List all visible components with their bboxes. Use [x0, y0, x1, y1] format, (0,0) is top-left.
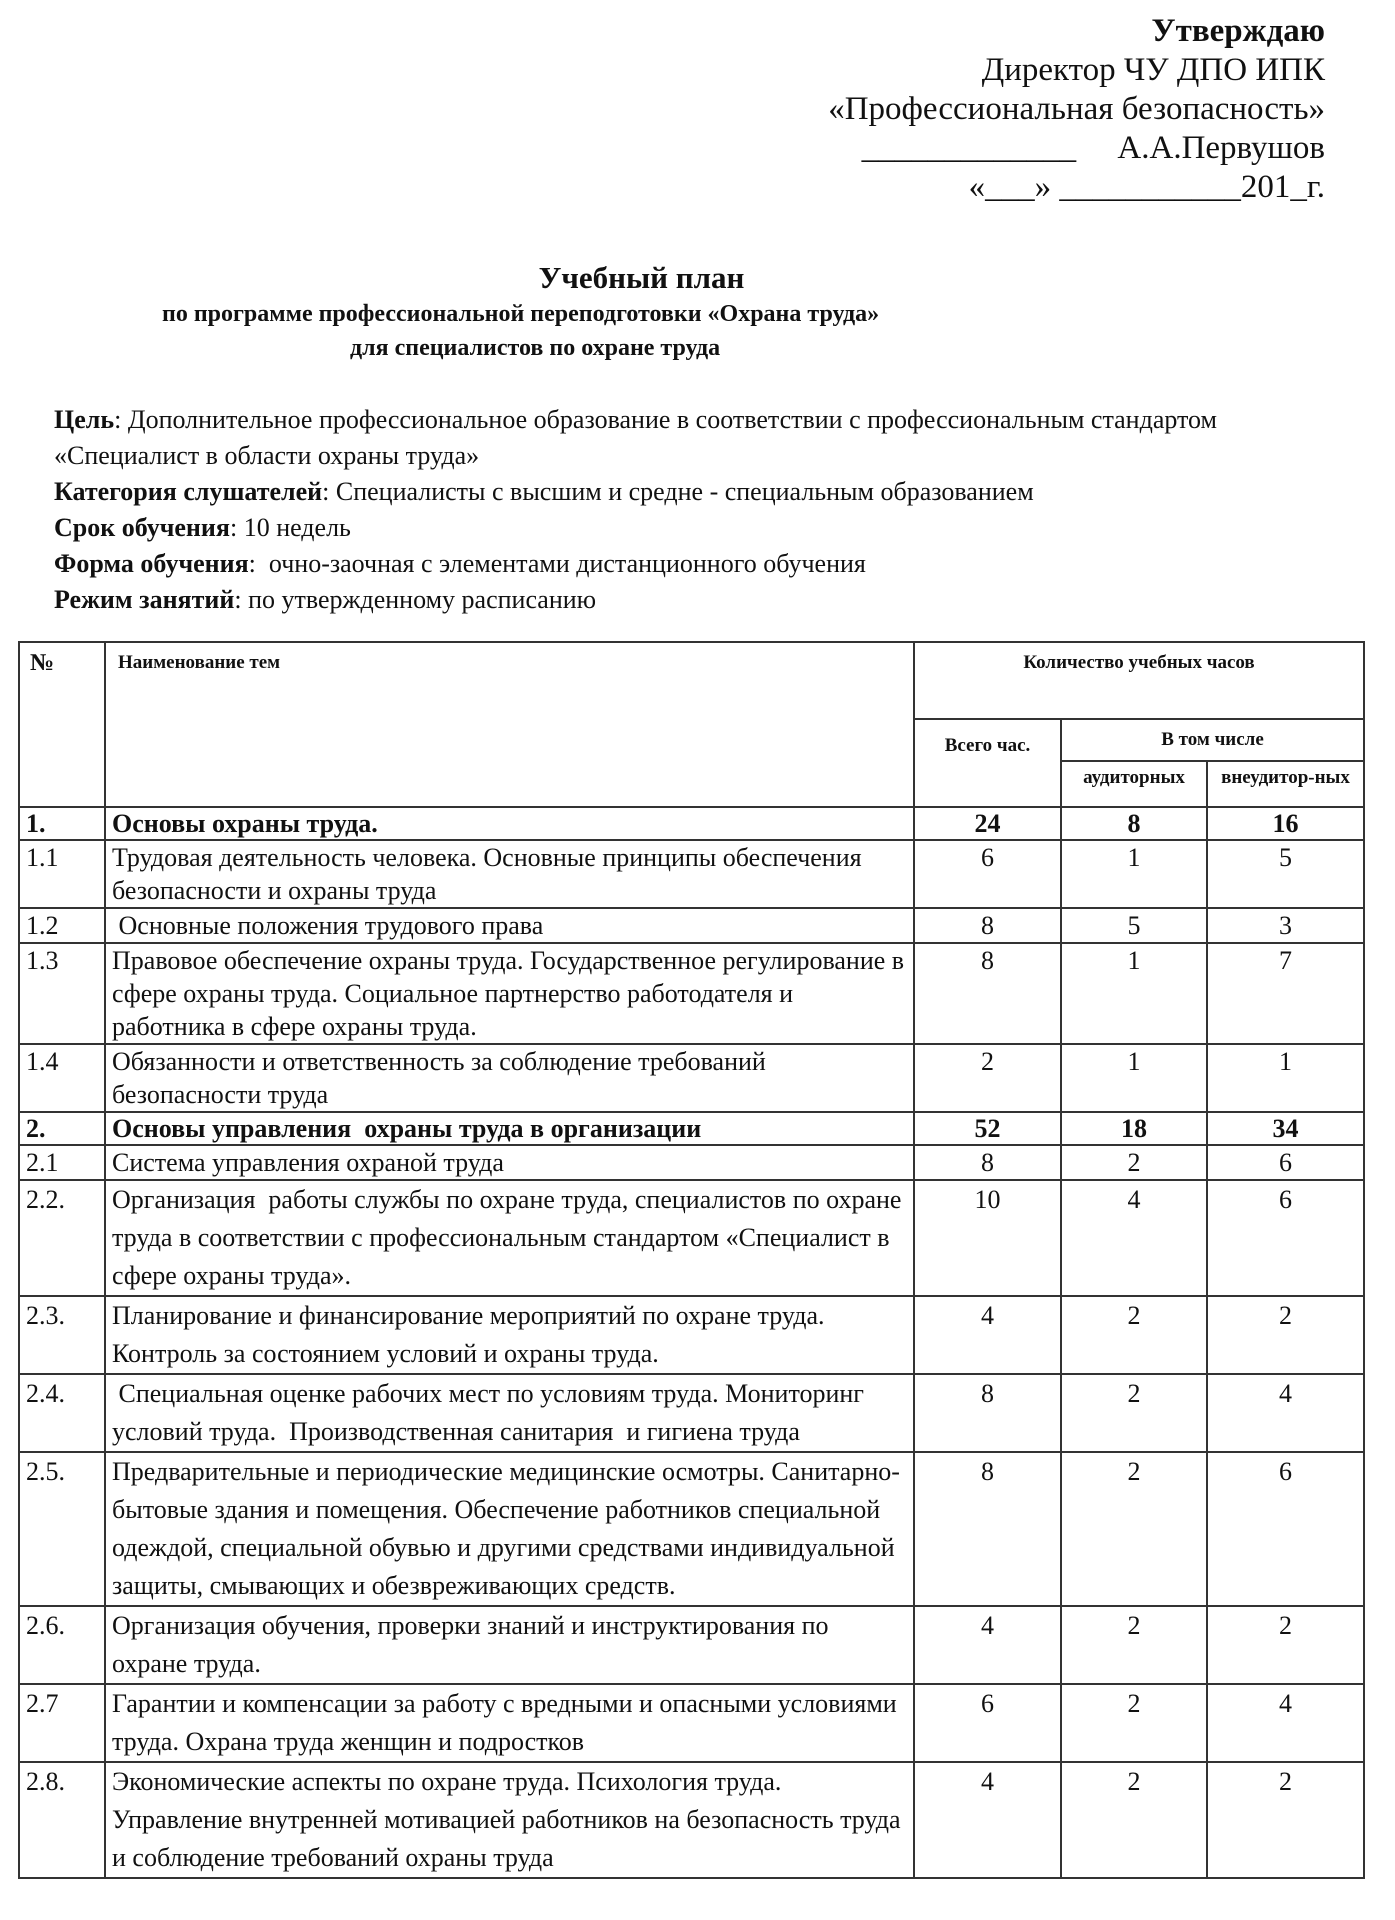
row-total-hours: 8 — [914, 908, 1061, 943]
row-total-hours: 4 — [914, 1606, 1061, 1684]
row-extracurricular-hours: 1 — [1207, 1044, 1364, 1112]
row-classroom-hours: 2 — [1061, 1374, 1207, 1452]
row-topic-name: Гарантии и компенсации за работу с вредными и опасными условиями труда. Охрана труда женщин и подростков — [105, 1684, 914, 1762]
approval-heading: Утверждаю — [1151, 13, 1325, 49]
row-topic-name: Организация обучения, проверки знаний и инструктирования по охране труда. — [105, 1606, 914, 1684]
info-category — [54, 474, 1354, 510]
header-hours: Количество учебных часов — [914, 642, 1364, 719]
table-row — [19, 1374, 1364, 1452]
table-row — [19, 1044, 1364, 1112]
row-classroom-hours: 2 — [1061, 1762, 1207, 1878]
row-topic-name: Основные положения трудового права — [105, 908, 914, 943]
row-classroom-hours: 4 — [1061, 1180, 1207, 1296]
info-category-value: : Специалисты с высшим и средне - специальным образованием — [322, 477, 1034, 506]
row-topic-name: Предварительные и периодические медицинские осмотры. Санитарно-бытовые здания и помещения. Обеспечение работников специальной одеждой, специальной обувью и другими средствами индивидуальной защиты, смывающих и обезвреживающих средств. — [105, 1452, 914, 1606]
row-topic-name: Специальная оценке рабочих мест по условиям труда. Мониторинг условий труда. Производственная санитария и гигиена труда — [105, 1374, 914, 1452]
row-topic-name: Система управления охраной труда — [105, 1145, 914, 1180]
row-number: 2.2. — [19, 1180, 105, 1296]
row-topic-name: Трудовая деятельность человека. Основные принципы обеспечения безопасности и охраны труда — [105, 840, 914, 908]
row-classroom-hours: 1 — [1061, 1044, 1207, 1112]
program-info — [54, 402, 1354, 618]
row-classroom-hours: 2 — [1061, 1684, 1207, 1762]
table-row — [19, 1180, 1364, 1296]
info-form — [54, 546, 1354, 582]
document-title-block — [0, 258, 1395, 361]
row-total-hours: 10 — [914, 1180, 1061, 1296]
approval-block — [828, 12, 1325, 207]
info-goal-value: : Дополнительное профессиональное образование в соответствии с профессиональным стандартом «Специалист в области охраны труда» — [54, 405, 1218, 470]
row-topic-name: Основы управления охраны труда в организации — [105, 1112, 914, 1145]
row-classroom-hours: 2 — [1061, 1606, 1207, 1684]
row-extracurricular-hours: 16 — [1207, 807, 1364, 840]
row-topic-name: Организация работы службы по охране труда, специалистов по охране труда в соответствии с профессиональным стандартом «Специалист в сфере охраны труда». — [105, 1180, 914, 1296]
header-total-hours: Всего час. — [914, 719, 1061, 807]
header-classroom: аудиторных — [1061, 761, 1207, 807]
row-total-hours: 8 — [914, 1374, 1061, 1452]
row-number: 2.4. — [19, 1374, 105, 1452]
row-classroom-hours: 1 — [1061, 943, 1207, 1044]
row-number: 1.2 — [19, 908, 105, 943]
row-extracurricular-hours: 7 — [1207, 943, 1364, 1044]
info-mode-label: Режим занятий — [54, 585, 235, 614]
row-classroom-hours: 2 — [1061, 1452, 1207, 1606]
row-number: 1.4 — [19, 1044, 105, 1112]
table-row — [19, 908, 1364, 943]
row-extracurricular-hours: 5 — [1207, 840, 1364, 908]
row-total-hours: 24 — [914, 807, 1061, 840]
info-goal-label: Цель — [54, 405, 115, 434]
table-row — [19, 1762, 1364, 1878]
row-extracurricular-hours: 6 — [1207, 1180, 1364, 1296]
row-extracurricular-hours: 6 — [1207, 1145, 1364, 1180]
row-extracurricular-hours: 4 — [1207, 1374, 1364, 1452]
row-classroom-hours: 2 — [1061, 1296, 1207, 1374]
approval-date: «___» ___________201_г. — [968, 169, 1325, 205]
table-section-row — [19, 807, 1364, 840]
row-classroom-hours: 18 — [1061, 1112, 1207, 1145]
header-including: В том числе — [1061, 719, 1364, 761]
row-classroom-hours: 1 — [1061, 840, 1207, 908]
row-extracurricular-hours: 6 — [1207, 1452, 1364, 1606]
row-classroom-hours: 5 — [1061, 908, 1207, 943]
row-number: 2.7 — [19, 1684, 105, 1762]
document-title: Учебный план — [538, 260, 745, 295]
row-extracurricular-hours: 3 — [1207, 908, 1364, 943]
row-classroom-hours: 2 — [1061, 1145, 1207, 1180]
row-total-hours: 4 — [914, 1762, 1061, 1878]
row-classroom-hours: 8 — [1061, 807, 1207, 840]
table-row — [19, 1606, 1364, 1684]
table-row — [19, 1684, 1364, 1762]
row-number: 2.1 — [19, 1145, 105, 1180]
info-goal — [54, 402, 1354, 474]
approval-organization: «Профессиональная безопасность» — [828, 91, 1325, 127]
table-row — [19, 1296, 1364, 1374]
info-category-label: Категория слушателей — [54, 477, 323, 506]
row-extracurricular-hours: 34 — [1207, 1112, 1364, 1145]
info-duration-value: : 10 недель — [229, 513, 351, 542]
approval-signature: _____________ А.А.Первушов — [861, 130, 1325, 166]
row-total-hours: 2 — [914, 1044, 1061, 1112]
approval-position: Директор ЧУ ДПО ИПК — [981, 52, 1325, 88]
row-number: 1.3 — [19, 943, 105, 1044]
row-topic-name: Планирование и финансирование мероприятий по охране труда. Контроль за состоянием условий и охраны труда. — [105, 1296, 914, 1374]
row-number: 2.8. — [19, 1762, 105, 1878]
row-number: 2.6. — [19, 1606, 105, 1684]
row-topic-name: Обязанности и ответственность за соблюдение требований безопасности труда — [105, 1044, 914, 1112]
row-extracurricular-hours: 2 — [1207, 1762, 1364, 1878]
table-row — [19, 1145, 1364, 1180]
info-duration — [54, 510, 1354, 546]
table-row — [19, 840, 1364, 908]
document-subtitle-audience: для специалистов по охране труда — [350, 335, 721, 361]
row-total-hours: 6 — [914, 840, 1061, 908]
info-form-value: : очно-заочная с элементами дистанционного обучения — [248, 549, 866, 578]
row-topic-name: Основы охраны труда. — [105, 807, 914, 840]
row-number: 1.1 — [19, 840, 105, 908]
header-number: № — [19, 642, 105, 807]
info-mode — [54, 582, 1354, 618]
row-extracurricular-hours: 4 — [1207, 1684, 1364, 1762]
row-number: 1. — [19, 807, 105, 840]
row-number: 2. — [19, 1112, 105, 1145]
row-total-hours: 4 — [914, 1296, 1061, 1374]
row-total-hours: 52 — [914, 1112, 1061, 1145]
row-number: 2.5. — [19, 1452, 105, 1606]
row-topic-name: Экономические аспекты по охране труда. Психология труда. Управление внутренней мотивацией работников на безопасность труда и соблюдение требований охраны труда — [105, 1762, 914, 1878]
row-extracurricular-hours: 2 — [1207, 1606, 1364, 1684]
row-total-hours: 8 — [914, 1145, 1061, 1180]
document-subtitle-program: по программе профессиональной переподготовки «Охрана труда» — [162, 301, 880, 327]
row-total-hours: 6 — [914, 1684, 1061, 1762]
table-section-row — [19, 1112, 1364, 1145]
row-total-hours: 8 — [914, 1452, 1061, 1606]
curriculum-table — [18, 641, 1365, 1879]
row-extracurricular-hours: 2 — [1207, 1296, 1364, 1374]
row-total-hours: 8 — [914, 943, 1061, 1044]
row-topic-name: Правовое обеспечение охраны труда. Государственное регулирование в сфере охраны труда. Социальное партнерство работодателя и работника в сфере охраны труда. — [105, 943, 914, 1044]
header-topic-name: Наименование тем — [105, 642, 914, 807]
header-extracurricular: внеудитор-ных — [1207, 761, 1364, 807]
info-mode-value: : по утвержденному расписанию — [234, 585, 597, 614]
info-duration-label: Срок обучения — [54, 513, 230, 542]
table-row — [19, 1452, 1364, 1606]
row-number: 2.3. — [19, 1296, 105, 1374]
table-row — [19, 943, 1364, 1044]
info-form-label: Форма обучения — [54, 549, 249, 578]
